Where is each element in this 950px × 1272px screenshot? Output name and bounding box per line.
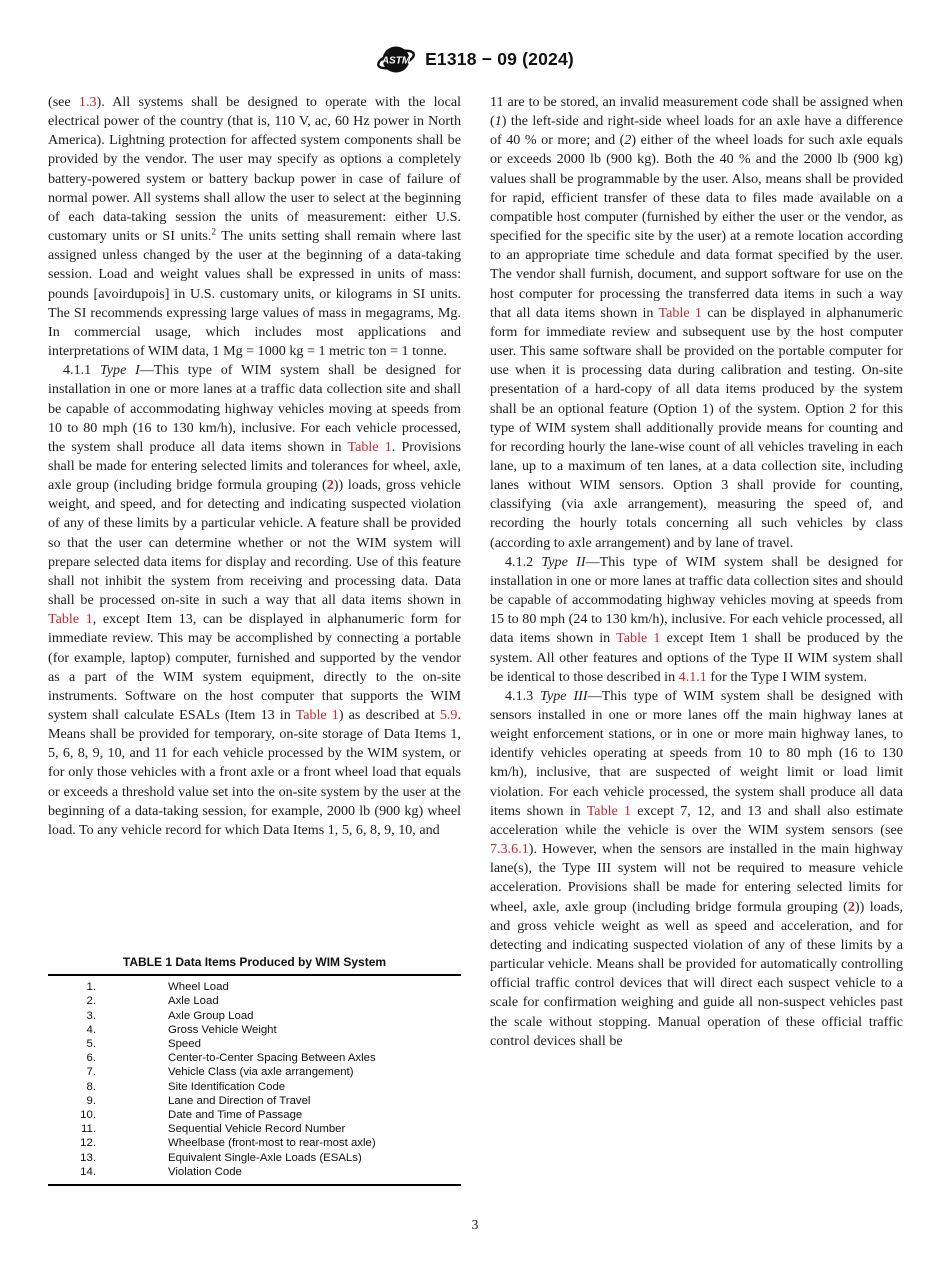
data-item-label: Axle Load (168, 995, 219, 1008)
table-row (48, 980, 461, 994)
table-row (48, 1122, 461, 1136)
page-number: 3 (471, 1217, 479, 1232)
text-segment: ). All systems shall be designed to operate with the local electrical power of the country (that is, 110 V, ac, 60 Hz power in North America). Lightning protection for affected system components shall be provided by the vendor. The user may specify as options a completely battery-powered system or battery backup power in case of failure of normal power. All systems shall allow the user to select at the beginning of each data-taking session the units of measurement: either U.S. customary units or SI units. (48, 94, 461, 245)
text-segment: )) loads, and gross vehicle weight as well as speed and acceleration, and for detecting and indicating suspected violation of any of these limits by a particular vehicle. Means shall be provided for automatically controlling official traffic control devices that will direct each suspect vehicle to a scale for confirmation weighing and guide all non-suspect vehicles past the scale without stopping. Manual operation of these official traffic control devices shall be (490, 898, 903, 1049)
data-item-number: 13. (80, 1151, 96, 1164)
right-column (490, 93, 903, 1186)
table-row (48, 1136, 461, 1150)
data-item-number: 2. (86, 995, 96, 1008)
data-item-number: 4. (86, 1023, 96, 1036)
text-segment: Type I (99, 362, 140, 379)
cross-reference-link[interactable]: 1.3 (78, 94, 97, 110)
text-segment: 11 are to be stored, an invalid measurement code shall be assigned when ( (490, 94, 903, 130)
text-segment: ) as described at (338, 707, 440, 723)
cross-reference-link[interactable]: 5.9 (439, 707, 458, 723)
cross-reference-link[interactable]: Table 1 (658, 304, 702, 321)
cross-reference-link[interactable]: Table 1 (347, 438, 392, 455)
data-item-label: Wheel Load (168, 981, 229, 994)
data-item-label: Wheelbase (front-most to rear-most axle) (168, 1137, 376, 1150)
text-segment: 2 (211, 226, 216, 237)
data-item-label: Date and Time of Passage (168, 1108, 303, 1121)
data-item-label: Site Identification Code (168, 1080, 286, 1093)
text-segment: ). However, when the sensors are installed in the main highway lane(s), the Type III system will not be required to measure vehicle acceleration. Provisions shall be made for entering selected limits for wheel, axle, axle group (including bridge formula grouping ( (490, 841, 903, 915)
text-segment: . Means shall be provided for temporary, on-site storage of Data Items 1, 5, 6, 8, 9, 10, and 11 for each vehicle processed by the WIM system, or for only those vehicles with a front axle or a front wheel load that equals or exceeds a threshold value set into the on-site system by the user at the beginning of a data-taking session, for example, 2000 lb (900 kg) wheel load. To any vehicle record for which Data Items 1, 5, 6, 8, 9, 10, and (48, 707, 462, 838)
text-segment: (see (48, 94, 79, 110)
text-segment: except Item 1 shall be produced by the system. All other features and options of the Type II WIM system shall be identical to those described in (490, 630, 904, 685)
cross-reference-link[interactable]: Table 1 (48, 611, 93, 628)
text-segment: ) the left-side and right-side wheel loads for an axle have a difference of 40 % or more; and ( (490, 113, 903, 149)
data-item-label: Vehicle Class (via axle arrangement) (168, 1066, 354, 1079)
left-column-text (48, 93, 461, 840)
text-segment: —This type of WIM system shall be designed for installation in one or more lanes at traffic data collection sites and should be capable of accommodating highway vehicles moving at speeds from 15 to 80 mph (24 to 130 km/h), inclusive. For each vehicle processed, all data items shown in (490, 553, 904, 647)
table-1 (48, 955, 461, 1186)
data-item-number: 1. (86, 981, 96, 994)
paragraph (48, 93, 461, 361)
data-item-number: 9. (86, 1094, 96, 1107)
text-segment: except 7, 12, and 13 and shall also estimate acceleration while the vehicle is over the WIM system sensors (see (490, 802, 903, 838)
left-column (48, 93, 461, 1186)
paragraph (490, 553, 903, 687)
table-row (48, 1023, 461, 1037)
document-header (0, 44, 950, 75)
paragraph (48, 361, 461, 840)
svg-text:ASTM: ASTM (381, 55, 411, 67)
data-item-number: 7. (86, 1066, 96, 1079)
text-segment: 1 (494, 113, 502, 130)
text-segment: , except Item 13, can be displayed in alphanumeric form for immediate review. This may be accomplished by connecting a portable (for example, laptop) computer, furnished and supported by the vendor as a part of the WIM system equipment, directly to the on-site instruments. Software on the host computer that supports the WIM system shall calculate ESALs (Item 13 in (48, 611, 462, 723)
right-column-text (490, 93, 903, 1051)
data-item-label: Speed (168, 1037, 201, 1050)
cross-reference-link[interactable]: Table 1 (295, 707, 339, 723)
table-1-body (48, 974, 461, 1186)
data-item-number: 12. (80, 1137, 96, 1150)
text-segment: 4.1.3 (505, 687, 541, 704)
data-item-number: 10. (80, 1108, 96, 1121)
table-row (48, 994, 461, 1008)
cross-reference-link[interactable]: 2 (326, 477, 334, 494)
standard-designation: E1318 − 09 (2024) (425, 49, 574, 69)
data-item-number: 8. (86, 1080, 96, 1093)
table-row (48, 1080, 461, 1094)
table-row (48, 1165, 461, 1179)
data-item-label: Lane and Direction of Travel (168, 1094, 311, 1107)
cross-reference-link[interactable]: Table 1 (586, 802, 632, 819)
text-segment: ) either of the wheel loads for such axle equals or exceeds 2000 lb (900 kg). Both the 40 % and the 2000 lb (900 kg) values shall be programmable by the user. Also, means shall be provided for rapid, efficient transfer of these data to files made available on a compatible host computer (furnished by either the user or the vendor, as specified for the specific site by the user) at a remote location according to an appropriate time schedule and data format specified by the user. The vendor shall furnish, document, and support software for use on the host computer for processing the transferred data items in such a way that all data items shown in (490, 132, 904, 321)
table-1-title: TABLE 1 Data Items Produced by WIM System (122, 955, 387, 970)
data-item-number: 14. (80, 1165, 96, 1178)
document-footer (0, 1217, 950, 1233)
paragraph (490, 93, 903, 553)
text-segment: can be displayed in alphanumeric form for immediate review and subsequent use by the host computer user. This same software shall be provided on the portable computer for use when it is processing data during calibration and testing. On-site presentation of a hard-copy of all data items produced by the system shall be an optional feature (Option 1) of the system. Option 2 for this type of WIM system shall additionally provide means for counting and for recording hourly the lane-wise count of all vehicles traveling in each lane, up to a maximum of ten lanes, at a data collection site, including lanes without WIM sensors. Option 3 shall provide for counting, classifying (via axle arrangement), measuring the speed of, and recording the hourly totals concerning all such vehicles by class (according to axle arrangement) and by lane of travel. (490, 304, 904, 551)
table-row (48, 1094, 461, 1108)
text-segment: . Provisions shall be made for entering selected limits and tolerances for wheel, axle, axle group (including bridge formula grouping ( (48, 438, 461, 494)
text-segment: —This type of WIM system shall be designed with sensors installed in one or more lanes off the main highway lanes at weight enforcement stations, or in one or more main highway lanes, to identify vehicles operating at speeds from 10 to 80 mph (16 to 130 km/h), inclusive, that are suspected of weight limit or load limit violation. For each vehicle processed, the system shall produce all data items shown in (490, 687, 904, 819)
data-item-number: 6. (86, 1052, 96, 1065)
text-segment: The units setting shall remain where last assigned unless changed by the user at the beginning of a data-taking session. Load and weight values shall be expressed in units of mass: pounds [avoirdupois] in U.S. customary units, or kilograms in SI units. The SI recommends expressing large values of mass in megagrams, Mg. In commercial usage, which includes most applications and interpretations of WIM data, 1 Mg = 1000 kg = 1 metric ton = 1 tonne. (48, 228, 462, 360)
astm-logo-icon (376, 44, 416, 75)
cross-reference-link[interactable]: 7.3.6.1 (490, 841, 529, 858)
data-item-number: 11. (81, 1123, 96, 1136)
table-row (48, 1108, 461, 1122)
data-item-label: Violation Code (168, 1165, 242, 1178)
data-item-label: Gross Vehicle Weight (168, 1023, 277, 1036)
data-item-number: 3. (86, 1009, 96, 1022)
text-segment: 4.1.1 (63, 362, 100, 379)
table-row (48, 1051, 461, 1065)
text-segment: 2 (624, 132, 632, 149)
cross-reference-link[interactable]: 4.1.1 (678, 668, 707, 685)
data-item-label: Center-to-Center Spacing Between Axles (168, 1052, 376, 1065)
data-item-label: Sequential Vehicle Record Number (168, 1123, 346, 1136)
table-row (48, 1151, 461, 1165)
data-item-label: Equivalent Single-Axle Loads (ESALs) (168, 1151, 362, 1164)
text-segment: Type II (541, 553, 586, 570)
text-segment: —This type of WIM system shall be designed for installation in one or more lanes at a traffic data collection site and shall be capable of accommodating highway vehicles moving at speeds from 10 to 80 mph (16 to 130 km/h), inclusive. For each vehicle processed, the system shall produce all data items shown in (48, 362, 462, 455)
two-column-body (48, 93, 903, 1186)
table-row (48, 1065, 461, 1079)
text-segment: )) loads, gross vehicle weight, and speed, and for detecting and indicating suspected violation of any of these limits by a particular vehicle. A feature shall be provided so that the user can determine whether or not the WIM system will prepare selected data items for display and recording. Use of this feature shall not inhibit the system from receiving and processing data. Data shall be processed on-site in such a way that all data items shown in (48, 477, 461, 609)
cross-reference-link[interactable]: Table 1 (616, 630, 661, 647)
cross-reference-link[interactable]: 2 (847, 898, 855, 915)
table-row (48, 1037, 461, 1051)
data-item-number: 5. (86, 1037, 96, 1050)
text-segment: Type III (540, 687, 588, 704)
table-row (48, 1009, 461, 1023)
text-segment: 4.1.2 (505, 553, 542, 570)
paragraph (490, 687, 903, 1051)
data-item-label: Axle Group Load (168, 1009, 254, 1022)
text-segment: for the Type I WIM system. (706, 668, 867, 685)
